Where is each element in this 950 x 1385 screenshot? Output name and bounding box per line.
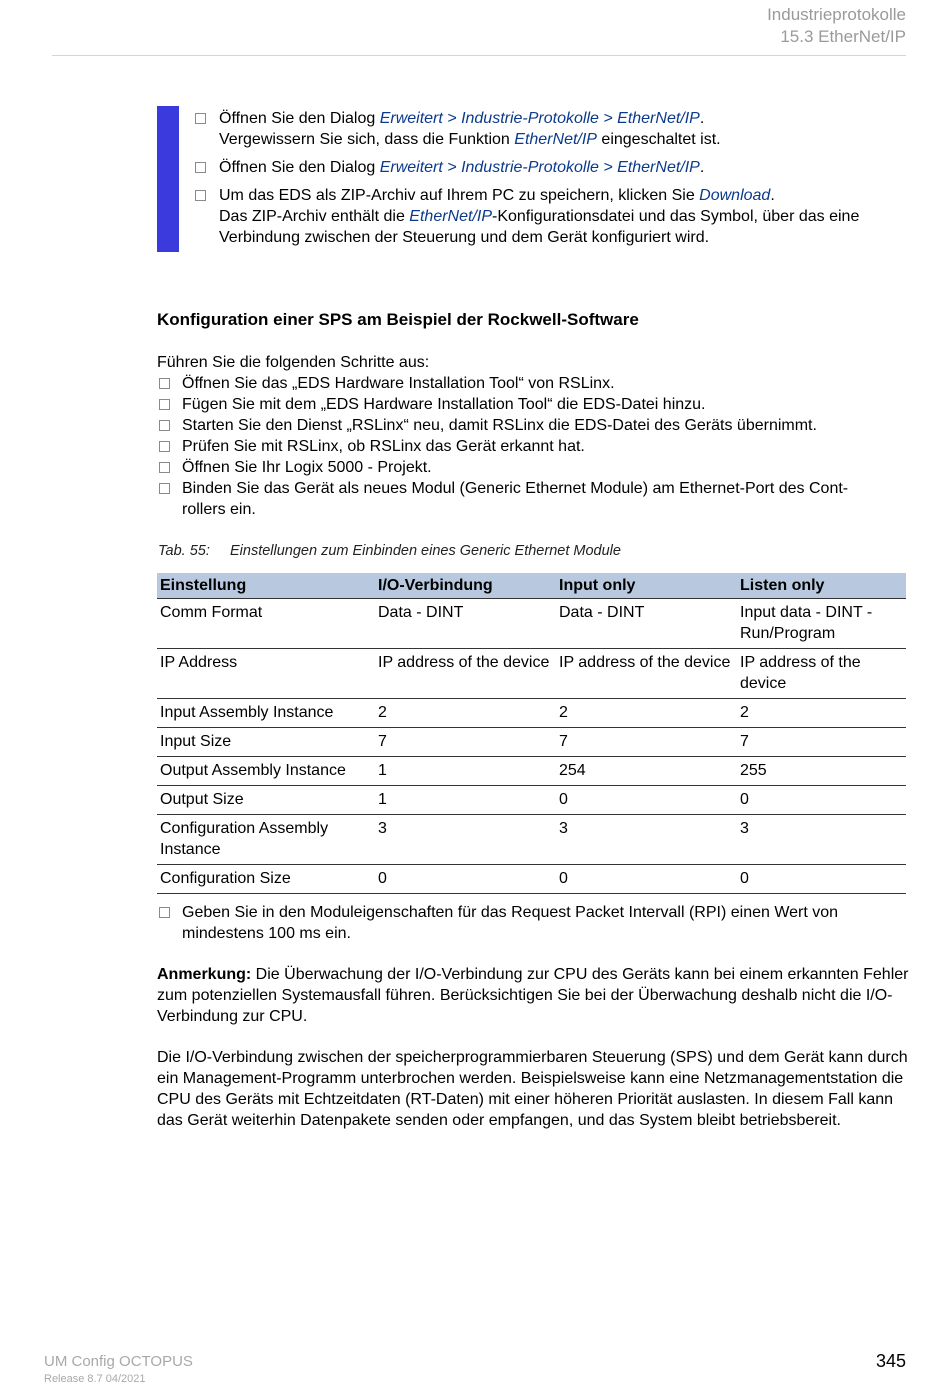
step-2: [195, 157, 910, 178]
table-row: [157, 815, 906, 865]
header-divider: [52, 55, 906, 56]
list-item: [157, 373, 909, 394]
table-cell: 7: [556, 728, 737, 757]
table-cell: Input data - DINT - Run/Program: [737, 599, 906, 649]
step-text: Vergewissern Sie sich, dass die Funktion: [219, 131, 515, 148]
checkbox-icon: [159, 483, 170, 494]
table-caption: [158, 543, 621, 559]
download-link[interactable]: Download: [699, 187, 771, 204]
list-item-text: Fügen Sie mit dem „EDS Hardware Installation Tool“ die EDS-Datei hinzu.: [182, 396, 706, 413]
step-text: Das ZIP-Archiv enthält die: [219, 208, 410, 225]
step-text: Öffnen Sie den Dialog: [219, 110, 380, 127]
list-item-text: Geben Sie in den Moduleigenschaften für das Request Packet Intervall (RPI) einen Wert von: [182, 904, 839, 921]
step-1: [195, 108, 910, 150]
list-item: [157, 394, 909, 415]
list-item: [157, 436, 909, 457]
table-cell: 1: [375, 757, 556, 786]
checkbox-icon: [159, 907, 170, 918]
step-text: eingeschaltet ist.: [596, 131, 721, 148]
table-cell: Output Assembly Instance: [157, 757, 375, 786]
table-cell: IP address of the device: [375, 649, 556, 699]
list-item: [157, 415, 909, 436]
step-text: Um das EDS als ZIP-Archiv auf Ihrem PC zu speichern, klicken Sie: [219, 187, 700, 204]
menu-path-link[interactable]: Erweitert > Industrie-Protokolle > EtherNet/IP: [379, 110, 700, 127]
table-row: [157, 728, 906, 757]
header-section: 15.3 EtherNet/IP: [780, 27, 906, 46]
table-cell: Input Size: [157, 728, 375, 757]
table-cell: 0: [556, 786, 737, 815]
table-cell: IP address of the device: [556, 649, 737, 699]
table-cell: 0: [737, 786, 906, 815]
table-row: [157, 757, 906, 786]
table-cell: IP address of the device: [737, 649, 906, 699]
list-item: [157, 902, 909, 944]
table-cell: 3: [375, 815, 556, 865]
procedure-list: [157, 352, 909, 520]
list-item-text: Starten Sie den Dienst „RSLinx“ neu, damit RSLinx die EDS-Datei des Geräts übernimmt.: [182, 417, 817, 434]
step-3: [195, 185, 910, 248]
table-cell: 2: [556, 699, 737, 728]
table-cell: 7: [375, 728, 556, 757]
footer-document-title: UM Config OCTOPUS: [44, 1353, 193, 1370]
function-link[interactable]: EtherNet/IP: [409, 208, 492, 225]
table-cell: 0: [375, 865, 556, 894]
checkbox-icon: [195, 162, 206, 173]
checkbox-icon: [195, 190, 206, 201]
step-text: Verbindung zwischen der Steuerung und dem Gerät konfiguriert wird.: [219, 229, 710, 246]
list-item: [157, 457, 909, 478]
table-cell: Comm Format: [157, 599, 375, 649]
table-header-row: [157, 573, 906, 599]
step-text: Öffnen Sie den Dialog: [219, 159, 380, 176]
table-cell: 3: [556, 815, 737, 865]
header-chapter: Industrieprotokolle: [767, 5, 906, 24]
table-row: [157, 699, 906, 728]
checkbox-icon: [159, 462, 170, 473]
table-cell: 0: [556, 865, 737, 894]
column-header: I/O-Verbindung: [375, 573, 556, 599]
table-row: [157, 599, 906, 649]
table-cell: 3: [737, 815, 906, 865]
table-cell: Data - DINT: [375, 599, 556, 649]
step-text: -Konfigurationsdatei und das Symbol, über das eine: [492, 208, 860, 225]
checkbox-icon: [159, 441, 170, 452]
table-cell: 254: [556, 757, 737, 786]
table-cell: Output Size: [157, 786, 375, 815]
table-cell: Configuration Size: [157, 865, 375, 894]
table-cell: 2: [737, 699, 906, 728]
checkbox-icon: [195, 113, 206, 124]
menu-path-link[interactable]: Erweitert > Industrie-Protokolle > EtherNet/IP: [379, 159, 700, 176]
table-cell: Data - DINT: [556, 599, 737, 649]
rpi-step: [157, 902, 909, 944]
list-item-text: Prüfen Sie mit RSLinx, ob RSLinx das Gerät erkannt hat.: [182, 438, 585, 455]
instruction-marker-bar: [157, 106, 179, 252]
column-header: Input only: [556, 573, 737, 599]
settings-table: [157, 573, 906, 894]
list-item-text: Öffnen Sie Ihr Logix 5000 - Projekt.: [182, 459, 432, 476]
step-text-end: .: [699, 110, 705, 127]
table-cell: 255: [737, 757, 906, 786]
list-item-text: Binden Sie das Gerät als neues Modul (Generic Ethernet Module) am Ethernet-Port des Cont-: [182, 480, 849, 497]
body-paragraph: Die I/O-Verbindung zwischen der speicherprogrammierbaren Steuerung (SPS) und dem Gerät kann durch ein Management-Programm unterbrochen werden. Beispielsweise kann eine Netzmanagementstation die CPU des Geräts mit Echtzeitdaten (RT-Daten) mit einer höheren Priorität auslasten. In diesem Fall kann das Gerät weiterhin Datenpakete senden oder empfangen, und das System bleibt betriebsbereit.: [157, 1049, 908, 1129]
table-cell: 7: [737, 728, 906, 757]
section-heading: Konfiguration einer SPS am Beispiel der Rockwell-Software: [157, 310, 639, 329]
table-row: [157, 649, 906, 699]
table-cell: 2: [375, 699, 556, 728]
table-number: Tab. 55:: [158, 543, 210, 559]
list-intro: Führen Sie die folgenden Schritte aus:: [157, 354, 430, 371]
note-label: Anmerkung:: [157, 966, 252, 983]
list-item: [157, 478, 909, 520]
page-number: 345: [875, 1351, 906, 1371]
list-item-text: Öffnen Sie das „EDS Hardware Installation Tool“ von RSLinx.: [182, 375, 615, 392]
step-text-end: .: [770, 187, 775, 204]
note-paragraph: [157, 964, 909, 1027]
checkbox-icon: [159, 378, 170, 389]
footer-release: Release 8.7 04/2021: [44, 1373, 146, 1385]
checkbox-icon: [159, 420, 170, 431]
column-header: Einstellung: [157, 573, 375, 599]
step-text-end: .: [699, 159, 705, 176]
function-link[interactable]: EtherNet/IP: [514, 131, 597, 148]
table-cell: 0: [737, 865, 906, 894]
table-cell: Input Assembly Instance: [157, 699, 375, 728]
note-text: Die Überwachung der I/O-Verbindung zur CPU des Geräts kann bei einem erkannten Fehler zum potenziellen Systemausfall führen. Berücksichtigen Sie bei der Überwachung deshalb nicht die I/O-Verbindung zur CPU.: [157, 966, 909, 1025]
table-row: [157, 865, 906, 894]
table-title: Einstellungen zum Einbinden eines Generic Ethernet Module: [230, 543, 621, 559]
column-header: Listen only: [737, 573, 906, 599]
list-item-text: rollers ein.: [182, 501, 256, 518]
table-cell: 1: [375, 786, 556, 815]
table-cell: IP Address: [157, 649, 375, 699]
table-cell: Configuration Assembly Instance: [157, 815, 375, 865]
checkbox-icon: [159, 399, 170, 410]
table-row: [157, 786, 906, 815]
list-item-text: mindestens 100 ms ein.: [182, 925, 351, 942]
